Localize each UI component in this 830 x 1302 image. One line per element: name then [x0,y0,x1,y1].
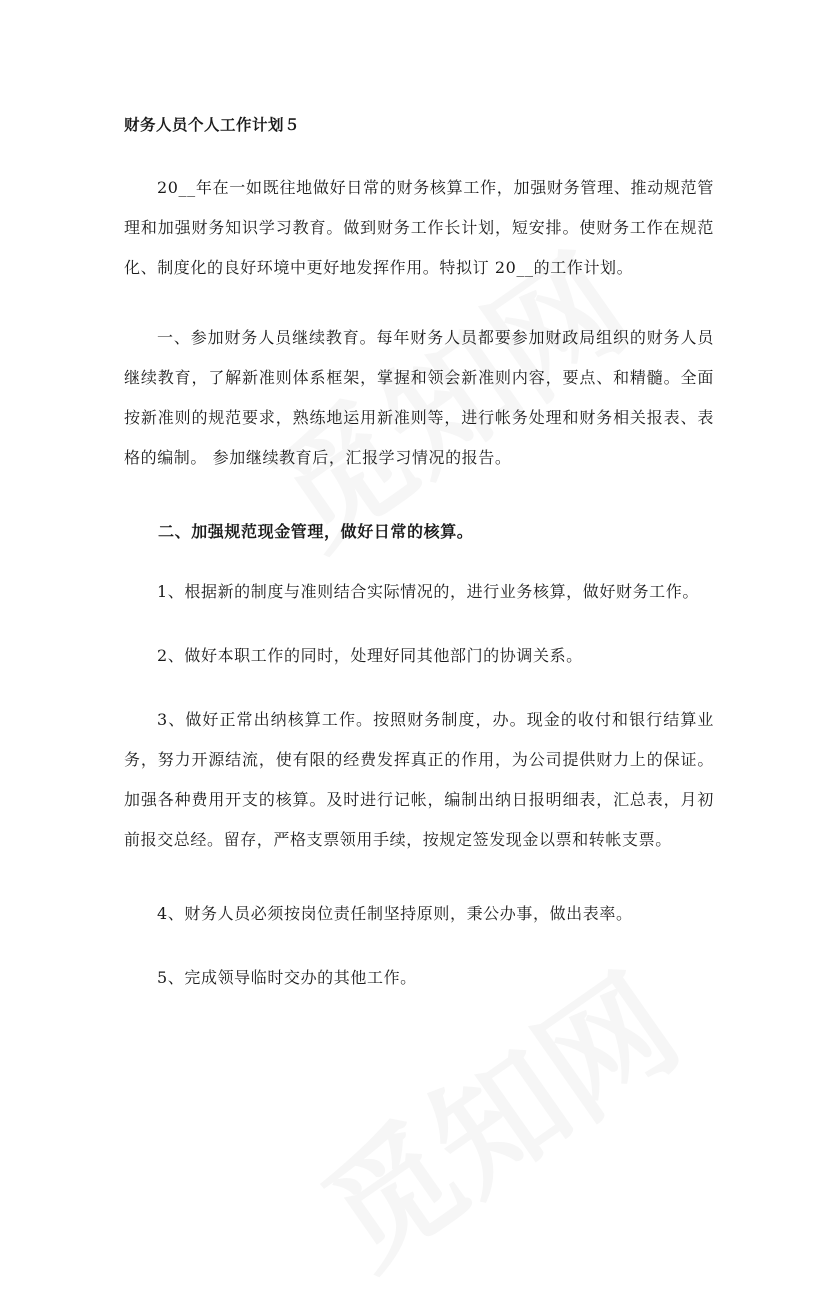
list-item: 4、财务人员必须按岗位责任制坚持原则，秉公办事，做出表率。 [157,904,633,923]
section-2-heading: 二、加强规范现金管理，做好日常的核算。 [158,522,474,541]
intro-paragraph: 20__年在一如既往地做好日常的财务核算工作，加强财务管理、推动规范管理和加强财务知识学习教育。做到财务工作长计划，短安排。使财务工作在规范化、制度化的良好环境中更好地发挥作用。特拟订 20__的工作计划。 [124,178,714,277]
list-item: 3、做好正常出纳核算工作。按照财务制度，办。现金的收付和银行结算业务，努力开源结流，使有限的经费发挥真正的作用，为公司提供财力上的保证。加强各种费用开支的核算。及时进行记帐，编制出纳日报明细表，汇总表，月初前报交总经。留存，严格支票领用手续，按规定签发现金以票和转帐支票。 [124,710,714,849]
section-1-paragraph: 一、参加财务人员继续教育。每年财务人员都要参加财政局组织的财务人员继续教育，了解新准则体系框架，掌握和领会新准则内容，要点、和精髓。全面按新准则的规范要求，熟练地运用新准则等，进行帐务处理和财务相关报表、表格的编制。 参加继续教育后，汇报学习情况的报告。 [124,328,714,467]
list-item: 2、做好本职工作的同时，处理好同其他部门的协调关系。 [157,646,583,665]
list-item: 1、根据新的制度与准则结合实际情况的，进行业务核算，做好财务工作。 [157,582,699,601]
document-title: 财务人员个人工作计划５ [124,115,301,134]
list-item: 5、完成领导临时交办的其他工作。 [157,968,417,987]
